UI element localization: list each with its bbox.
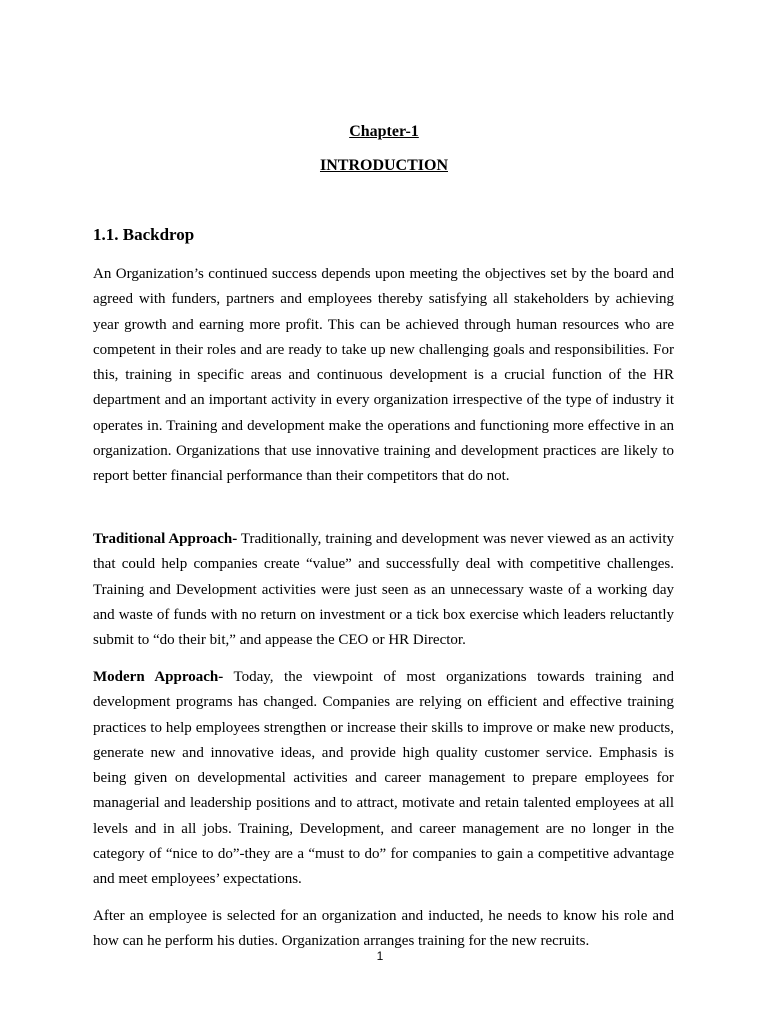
paragraph-backdrop: An Organization’s continued success depends upon meeting the objectives set by the board and agreed with funders, partners and employees thereby satisfying all stakeholders by achieving year growth and earning more profit. This can be achieved through human resources who are competent in their roles and are ready to take up new challenging goals and responsibilities. For this, training in specific areas and continuous development is a crucial function of the HR department and an important activity in every organization irrespective of the type of industry it operates in. Training and development make the operations and functioning more effective in an organization. Organizations that use innovative training and development practices are likely to report better financial performance than their competitors that do not. bbox=[93, 266, 674, 485]
page-number: 1 bbox=[376, 949, 384, 963]
chapter-title: INTRODUCTION bbox=[319, 157, 448, 174]
section-heading: 1.1. Backdrop bbox=[93, 225, 195, 244]
modern-approach-body: Today, the viewpoint of most organizations towards training and development programs has changed. Companies are relying on efficient and effective training practices to help employees strengthen or increase their skills to improve or make new products, generate new and innovative ideas, and provide high quality customer service. Emphasis is being given on developmental activities and career management to prepare employees for managerial and leadership positions and to attract, motivate and retain talented employees at all levels and in all jobs. Training, Development, and career management are no longer in the category of “nice to do”-they are a “must to do” for companies to gain a competitive advantage and meet employees’ expectations. bbox=[93, 669, 674, 888]
paragraph-new-recruits: After an employee is selected for an organization and inducted, he needs to know his role and how can he perform his duties. Organization arranges training for the new recruits. bbox=[93, 908, 674, 950]
traditional-approach-body: Traditionally, training and development was never viewed as an activity that could help companies create “value” and successfully deal with competitive challenges. Training and Development activities were just seen as an unnecessary waste of a working day and waste of funds with no return on investment or a tick box exercise which leaders reluctantly submit to “do their bit,” and appease the CEO or HR Director. bbox=[93, 531, 674, 649]
paragraph-modern-approach bbox=[93, 665, 674, 893]
traditional-approach-lead: Traditional Approach- bbox=[93, 531, 238, 547]
modern-approach-lead: Modern Approach- bbox=[93, 669, 224, 685]
paragraph-traditional-approach bbox=[93, 527, 674, 653]
chapter-label: Chapter-1 bbox=[349, 123, 419, 140]
